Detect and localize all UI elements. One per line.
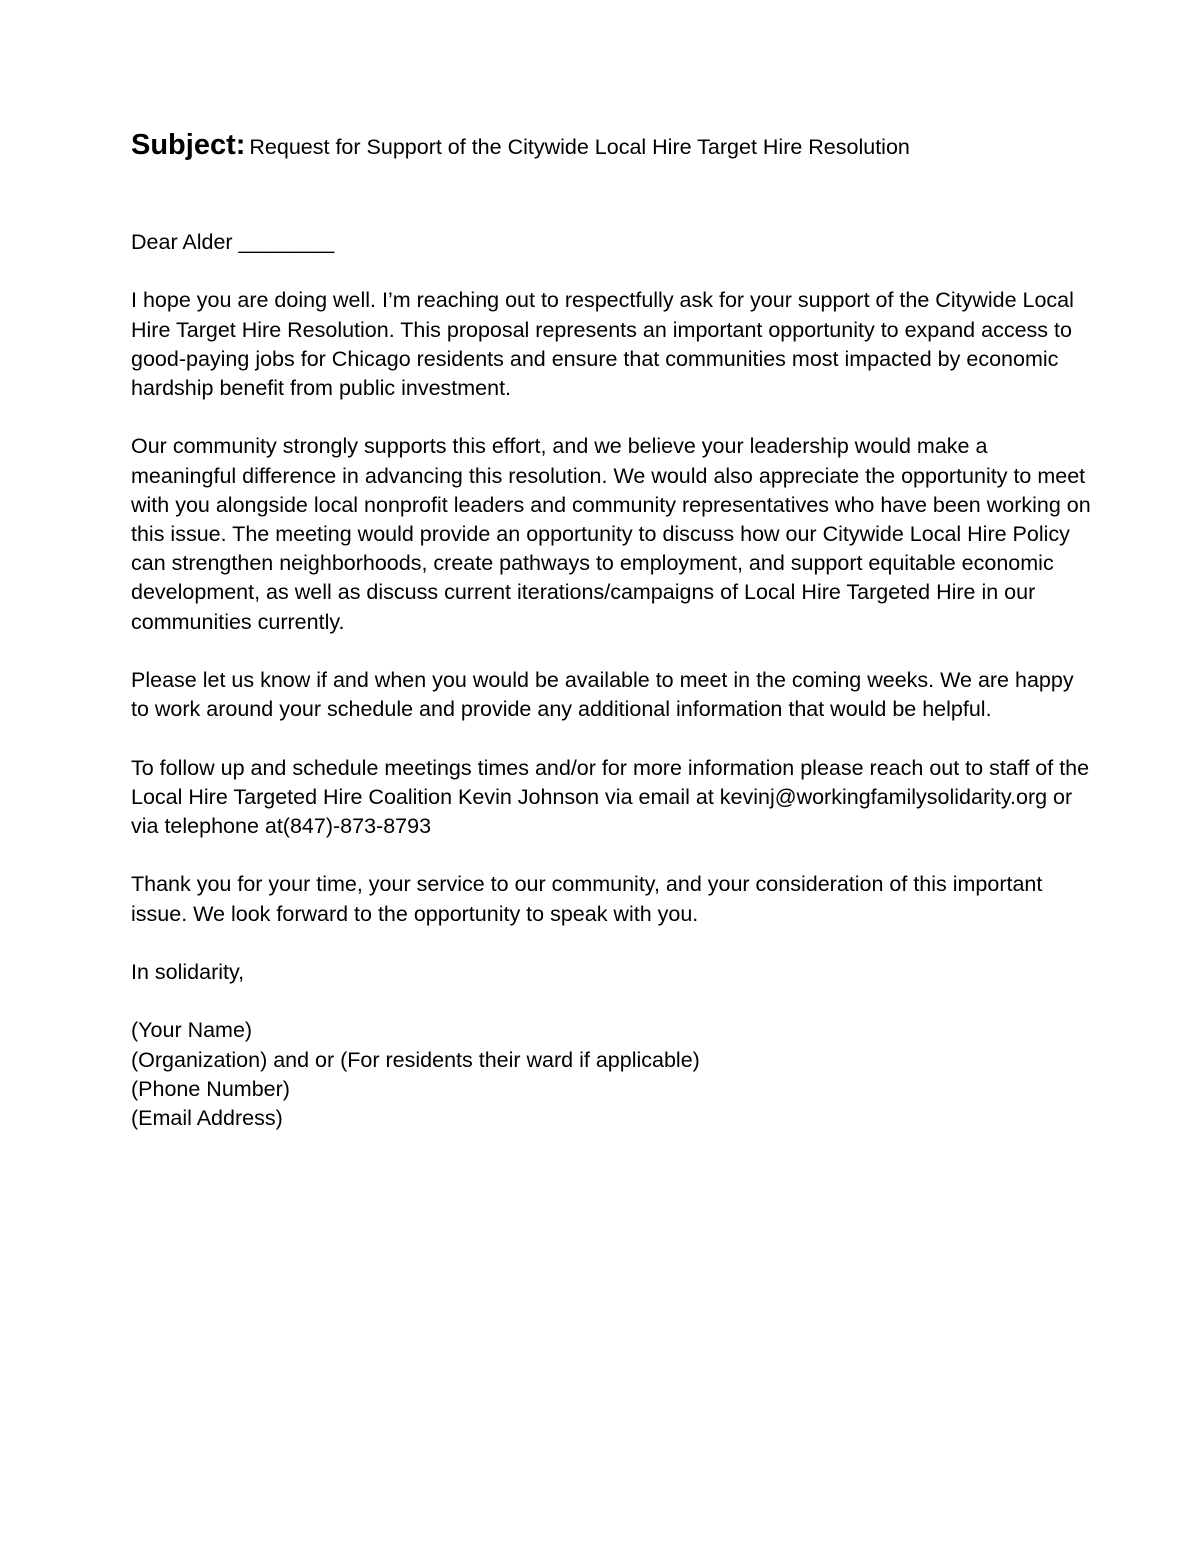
body-paragraph-5: Thank you for your time, your service to our community, and your consideration of this important issue. We look forward to the opportunity to speak with you. — [131, 872, 1043, 926]
subject-label: Subject: — [131, 129, 246, 161]
body-paragraph-1: I hope you are doing well. I’m reaching out to respectfully ask for your support of the Citywide Local Hire Target Hire Resolution. This proposal represents an important opportunity to expand access to good-paying jobs for Chicago residents and ensure that communities most impacted by economic hardship benefit from public investment. — [131, 288, 1074, 400]
greeting: Dear Alder ________ — [131, 230, 335, 254]
letter-page — [131, 125, 1091, 1133]
body-paragraph-4: To follow up and schedule meetings times and/or for more information please reach out to staff of the Local Hire Targeted Hire Coalition Kevin Johnson via email at kevinj@workingfamilysolidarity.org or via telephone at(847)-873-8793 — [131, 755, 1090, 838]
subject-line — [131, 125, 1091, 170]
body-paragraph-2: Our community strongly supports this effort, and we believe your leadership would make a meaningful difference in advancing this resolution. We would also appreciate the opportunity to meet with you alongside local nonprofit leaders and community representatives who have been working on this issue. The meeting would provide an opportunity to discuss how our Citywide Local Hire Policy can strengthen neighborhoods, create pathways to employment, and support equitable economic development, as well as discuss current iterations/campaigns of Local Hire Targeted Hire in our communities currently. — [131, 434, 1091, 634]
signature-name: (Your Name) — [131, 1018, 253, 1043]
body-paragraph-3: Please let us know if and when you would be available to meet in the coming weeks. We are happy to work around your schedule and provide any additional information that would be helpful. — [131, 668, 1074, 722]
signature-organization: (Organization) and or (For residents their ward if applicable) — [131, 1047, 700, 1072]
signature-email: (Email Address) — [131, 1105, 283, 1130]
subject-text: Request for Support of the Citywide Local Hire Target Hire Resolution — [249, 135, 910, 159]
signature-phone: (Phone Number) — [131, 1076, 290, 1101]
signature-block — [131, 1016, 1091, 1133]
closing: In solidarity, — [131, 959, 245, 984]
